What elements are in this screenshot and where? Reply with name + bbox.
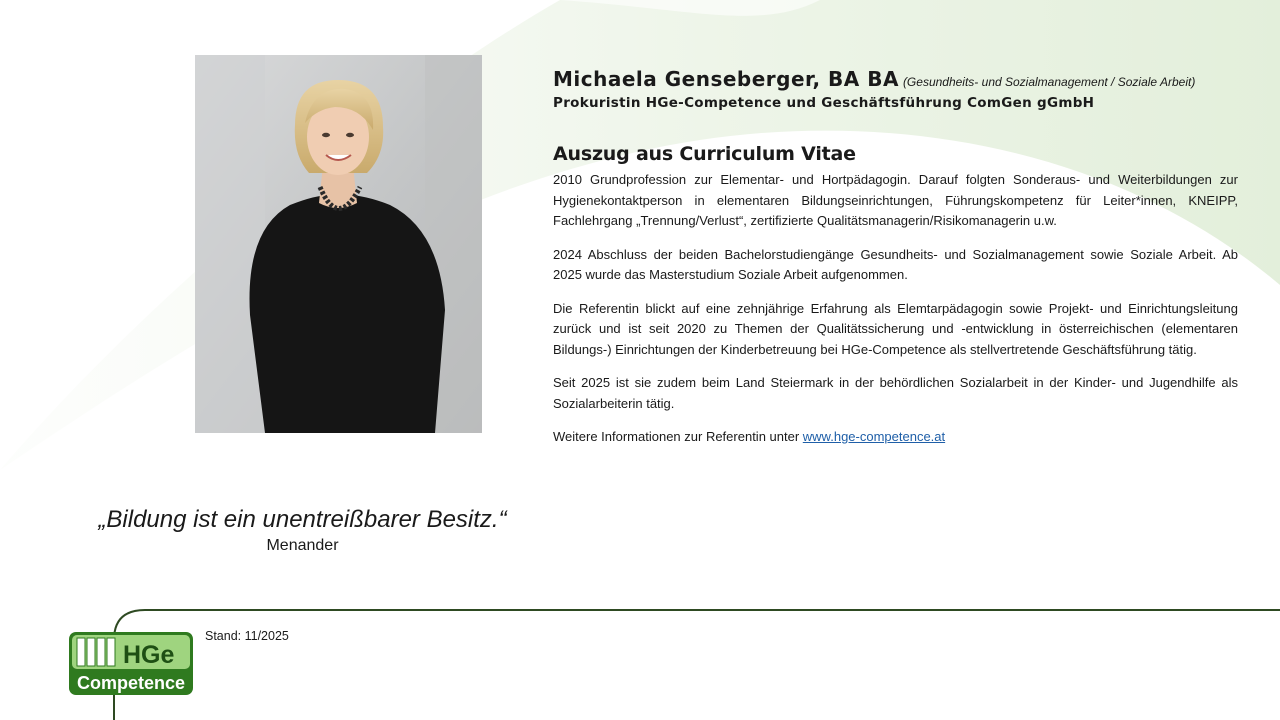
logo-text-hge: HGe bbox=[123, 641, 175, 669]
cv-heading: Auszug aus Curriculum Vitae bbox=[553, 143, 856, 165]
more-info bbox=[553, 427, 1238, 448]
logo-text-competence: Competence bbox=[76, 673, 186, 693]
name-line bbox=[553, 66, 1238, 95]
cv-paragraph: Seit 2025 ist sie zudem beim Land Steiermark in der behördlichen Sozialarbeit in der Kinder- und Jugendhilfe als Sozialarbeiterin tätig. bbox=[553, 375, 1238, 411]
portrait-photo bbox=[195, 55, 482, 433]
stand-date: Stand: 11/2025 bbox=[205, 629, 289, 643]
cv-paragraph: Die Referentin blickt auf eine zehnjährige Erfahrung als Elemtarpädagogin sowie Projekt- und Einrichtungsleitung zurück und ist seit 2020 zu Themen der Qualitätssicherung und -entwicklung in österreichischen (elementaren Bildungs-) Einrichtungen der Kinderbetreuung bei HGe-Competence als stellvertretende Geschäftsführung tätig. bbox=[553, 300, 1238, 357]
cv-paragraph: 2010 Grundprofession zur Elementar- und Hortpädagogin. Darauf folgten Sonderaus- und Weiterbildungen zur Hygienekontaktperson in elementaren Bildungseinrichtungen, Führungskompetenz für Leiter*innen, KNEIPP, Fachlehrgang „Trennung/Verlust“, zertifizierte Qualitätsmanagerin/Risikomanagerin u.w. bbox=[553, 172, 1238, 228]
cv-paragraph: 2024 Abschluss der beiden Bachelorstudiengänge Gesundheits- und Sozialmanagement sowie Soziale Arbeit. Ab 2025 wurde das Masterstudium Soziale Arbeit aufgenommen. bbox=[553, 246, 1238, 282]
quote-text: „Bildung ist ein unentreißbarer Besitz.“ bbox=[98, 506, 507, 533]
website-link[interactable]: www.hge-competence.at bbox=[802, 429, 946, 444]
more-info-label: Weitere Informationen zur Referentin unter bbox=[553, 429, 803, 444]
profile-content bbox=[553, 66, 1238, 461]
company-logo bbox=[69, 632, 193, 695]
speaker-name: Michaela Genseberger, BA BA bbox=[553, 67, 899, 91]
speaker-degree: (Gesundheits- und Sozialmanagement / Soziale Arbeit) bbox=[902, 75, 1196, 89]
speaker-role: Prokuristin HGe-Competence und Geschäftsführung ComGen gGmbH bbox=[553, 95, 1095, 111]
quote-author: Menander bbox=[266, 537, 339, 554]
